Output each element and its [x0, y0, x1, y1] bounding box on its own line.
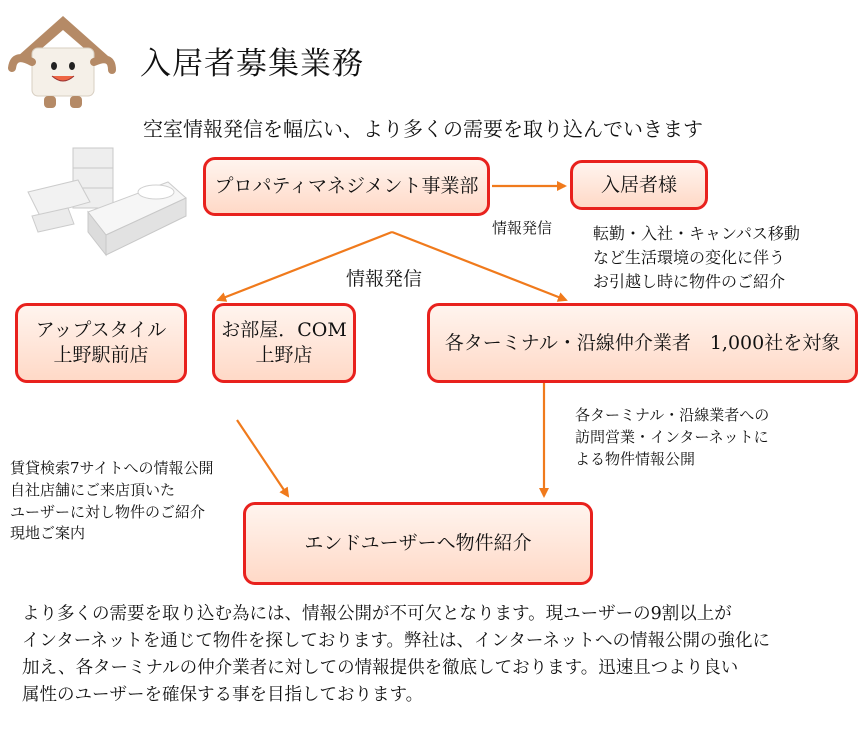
end-user-box: エンドユーザーへ物件紹介 — [243, 502, 593, 585]
footer-description: より多くの需要を取り込む為には、情報公開が不可欠となります。現ユーザーの9割以上が インターネットを通じて物件を探しております。弊社は、インターネットへの情報公開の強化に 加え、各ターミナルの仲介業者に対しての情報提供を徹底しております。迅速且つより良い 属性のユーザーを確保する事を目指しております。 — [22, 604, 770, 706]
page-title: 入居者募集業務 — [140, 46, 364, 82]
info-label-small: 情報発信 — [492, 219, 553, 237]
oheya-store-box: お部屋．COM 上野店 — [212, 303, 356, 383]
store-note: 賃貸検索7サイトへの情報公開 自社店舗にご来店頂いた ユーザーに対し物件のご紹介 現地ご案内 — [10, 459, 214, 543]
brokers-box: 各ターミナル・沿線仲介業者 1,000社を対象 — [427, 303, 858, 383]
info-label-center: 情報発信 — [346, 268, 423, 290]
apstyle-store-box: アップスタイル 上野駅前店 — [15, 303, 187, 383]
pm-department-box: プロパティマネジメント事業部 — [203, 157, 490, 216]
tenant-box: 入居者様 — [570, 160, 708, 210]
page-subtitle: 空室情報発信を幅広い、より多くの需要を取り込んでいきます — [143, 117, 703, 141]
tenant-note: 転勤・入社・キャンパス移動 など生活環境の変化に伴う お引越し時に物件のご紹介 — [593, 224, 800, 291]
broker-note: 各ターミナル・沿線業者への 訪問営業・インターネットに よる物件情報公開 — [575, 406, 770, 468]
arrow-stores-to-enduser — [237, 420, 288, 496]
